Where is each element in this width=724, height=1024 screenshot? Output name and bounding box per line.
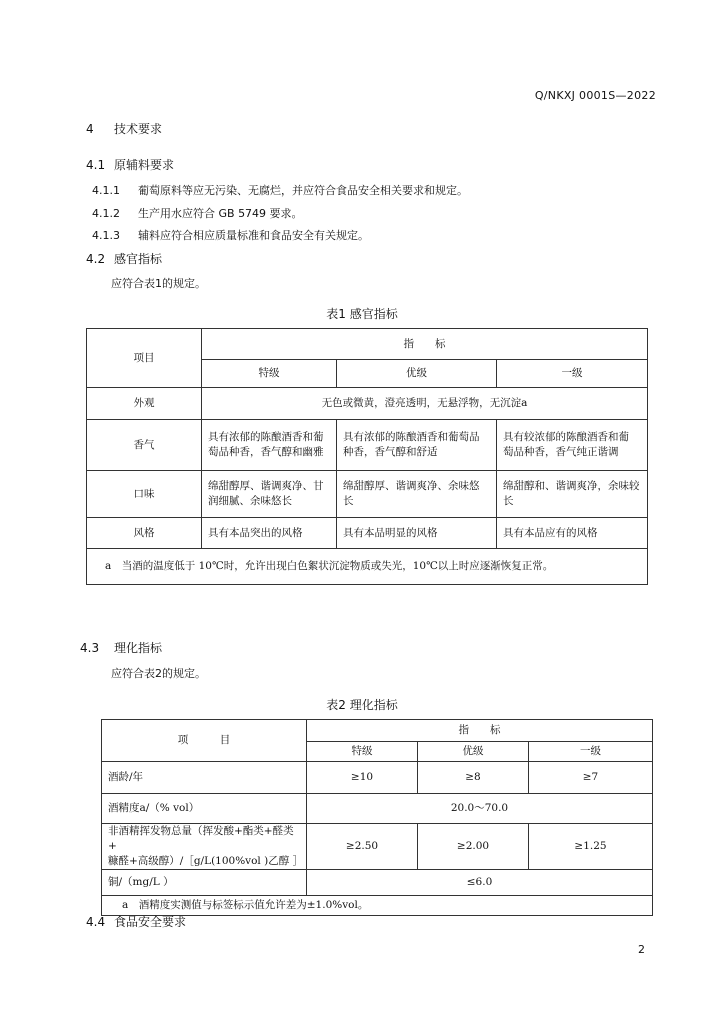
standard-code: Q/NKXJ 0001S—2022 xyxy=(534,89,656,102)
section-4-1-heading xyxy=(86,156,174,173)
section-4-number: 4 xyxy=(86,122,94,136)
physicochemical-table xyxy=(101,719,653,916)
age-superior: ≥8 xyxy=(418,762,529,794)
section-4-2-intro: 应符合表1的规定。 xyxy=(111,277,206,290)
clause-number: 4.1.3 xyxy=(92,229,120,242)
grade-header-superior: 优级 xyxy=(418,742,529,762)
section-4-3-heading xyxy=(80,639,162,656)
row-label-aroma: 香气 xyxy=(87,420,202,471)
column-header-index: 指 标 xyxy=(202,329,648,360)
age-first: ≥7 xyxy=(529,762,653,794)
table-2-caption: 表2 理化指标 xyxy=(326,698,398,712)
table-row xyxy=(87,420,648,471)
section-4-title: 技术要求 xyxy=(114,122,163,136)
style-superior: 具有本品明显的风格 xyxy=(337,518,497,549)
grade-header-first: 一级 xyxy=(529,742,653,762)
appearance-value: 无色或微黄，澄亮透明，无悬浮物，无沉淀a xyxy=(202,388,648,420)
section-4-3-number: 4.3 xyxy=(80,641,100,655)
table-1-footnote: a 当酒的温度低于 10℃时，允许出现白色絮状沉淀物质或失光，10℃以上时应逐渐恢复正常。 xyxy=(87,549,648,585)
grade-header-first: 一级 xyxy=(497,360,648,388)
row-label-abv: 酒精度a/（% vol） xyxy=(102,794,307,824)
row-label-copper: 铜/（mg/L ） xyxy=(102,870,307,896)
table-row xyxy=(87,471,648,518)
section-4-1-title: 原辅料要求 xyxy=(114,158,175,172)
grade-header-special: 特级 xyxy=(202,360,337,388)
clause-4-1-2 xyxy=(92,205,303,221)
section-4-3-title: 理化指标 xyxy=(114,641,163,655)
style-first: 具有本品应有的风格 xyxy=(497,518,648,549)
section-4-4-heading xyxy=(86,913,186,930)
section-4-2-heading xyxy=(86,250,162,267)
table-row xyxy=(102,824,653,870)
table-row xyxy=(102,794,653,824)
section-4-3-intro: 应符合表2的规定。 xyxy=(111,667,206,680)
aroma-first: 具有较浓郁的陈酿酒香和葡 萄品种香，香气纯正谐调 xyxy=(497,420,648,471)
row-label-taste: 口味 xyxy=(87,471,202,518)
page-number: 2 xyxy=(638,943,645,956)
section-4-4-title: 食品安全要求 xyxy=(114,915,187,929)
column-header-item: 项目 xyxy=(87,329,202,388)
row-label-appearance: 外观 xyxy=(87,388,202,420)
clause-text: 葡萄原料等应无污染、无腐烂，并应符合食品安全相关要求和规定。 xyxy=(138,184,468,197)
clause-4-1-1 xyxy=(92,182,468,198)
sensory-table xyxy=(86,328,648,585)
aroma-superior: 具有浓郁的陈酿酒香和葡萄品 种香，香气醇和舒适 xyxy=(337,420,497,471)
clause-number: 4.1.2 xyxy=(92,207,120,220)
abv-value: 20.0～70.0 xyxy=(307,794,653,824)
table-row xyxy=(102,870,653,896)
volatiles-special: ≥2.50 xyxy=(307,824,418,870)
section-4-2-number: 4.2 xyxy=(86,252,106,266)
section-4-heading xyxy=(86,120,162,137)
table-row xyxy=(87,518,648,549)
column-header-item: 项 目 xyxy=(102,720,307,762)
table-row xyxy=(87,388,648,420)
clause-number: 4.1.1 xyxy=(92,184,120,197)
table-1-caption: 表1 感官指标 xyxy=(326,307,398,321)
style-special: 具有本品突出的风格 xyxy=(202,518,337,549)
clause-text: 辅料应符合相应质量标准和食品安全有关规定。 xyxy=(138,229,369,242)
grade-header-superior: 优级 xyxy=(337,360,497,388)
grade-header-special: 特级 xyxy=(307,742,418,762)
copper-value: ≤6.0 xyxy=(307,870,653,896)
table-row xyxy=(102,762,653,794)
section-4-2-title: 感官指标 xyxy=(114,252,163,266)
aroma-special: 具有浓郁的陈酿酒香和葡 萄品种香，香气醇和幽雅 xyxy=(202,420,337,471)
taste-superior: 绵甜醇厚、谐调爽净、余味悠 长 xyxy=(337,471,497,518)
taste-first: 绵甜醇和、谐调爽净，余味较 长 xyxy=(497,471,648,518)
table-note-row xyxy=(87,549,648,585)
column-header-index: 指 标 xyxy=(307,720,653,742)
age-special: ≥10 xyxy=(307,762,418,794)
clause-text: 生产用水应符合 GB 5749 要求。 xyxy=(138,207,303,220)
row-label-volatiles: 非酒精挥发物总量（挥发酸+酯类+醛类+ 糠醛+高级醇）/［g/L(100%vol )乙醇 ］ xyxy=(102,824,307,870)
row-label-style: 风格 xyxy=(87,518,202,549)
volatiles-first: ≥1.25 xyxy=(529,824,653,870)
volatiles-superior: ≥2.00 xyxy=(418,824,529,870)
table-2-footnote: a 酒精度实测值与标签标示值允许差为±1.0%vol。 xyxy=(102,896,653,916)
taste-special: 绵甜醇厚、谐调爽净、甘 润细腻、余味悠长 xyxy=(202,471,337,518)
clause-4-1-3 xyxy=(92,227,369,243)
row-label-age: 酒龄/年 xyxy=(102,762,307,794)
section-4-1-number: 4.1 xyxy=(86,158,106,172)
section-4-4-number: 4.4 xyxy=(86,915,106,929)
